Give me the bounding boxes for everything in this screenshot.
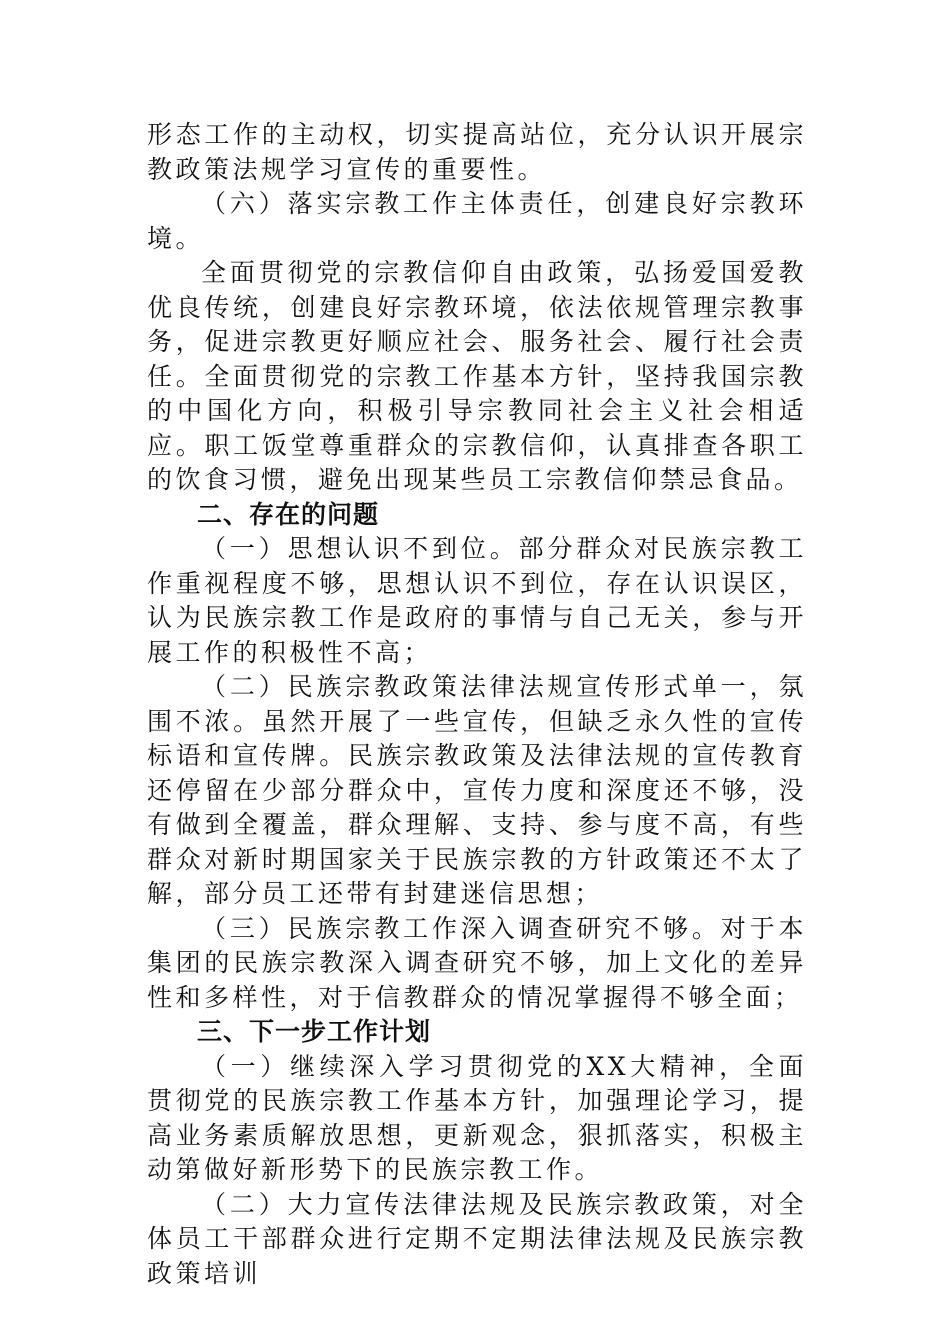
paragraph: （一）思想认识不到位。部分群众对民族宗教工作重视程度不够，思想认识不到位，存在认识误区，认为民族宗教工作是政府的事情与自己无关，参与开展工作的积极性不高； [147,534,807,667]
paragraph: （一）继续深入学习贯彻党的XX大精神，全面贯彻党的民族宗教工作基本方针，加强理论学习，提高业务素质解放思想，更新观念，狠抓落实，积极主动第做好新形势下的民族宗教工作。 [147,1051,807,1184]
paragraph: 全面贯彻党的宗教信仰自由政策，弘扬爱国爱教优良传统，创建良好宗教环境，依法依规管理宗教事务，促进宗教更好顺应社会、服务社会、履行社会责任。全面贯彻党的宗教工作基本方针，坚持我国宗教的中国化方向，积极引导宗教同社会主义社会相适应。职工饭堂尊重群众的宗教信仰，认真排查各职工的饮食习惯，避免出现某些员工宗教信仰禁忌食品。 [147,258,807,494]
paragraph: （三）民族宗教工作深入调查研究不够。对于本集团的民族宗教深入调查研究不够，加上文化的差异性和多样性，对于信教群众的情况掌握得不够全面； [147,913,807,1012]
section-heading: 三、下一步工作计划 [197,1017,432,1046]
paragraph: （二）民族宗教政策法律法规宣传形式单一，氛围不浓。虽然开展了一些宣传，但缺乏永久性的宣传标语和宣传牌。民族宗教政策及法律法规的宣传教育还停留在少部分群众中，宣传力度和深度还不够，没有做到全覆盖，群众理解、支持、参与度不高，有些群众对新时期国家关于民族宗教的方针政策还不太了解，部分员工还带有封建迷信思想； [147,672,807,908]
paragraph: （六）落实宗教工作主体责任，创建良好宗教环境。 [147,189,807,253]
section-heading: 二、存在的问题 [197,499,380,529]
paragraph: （二）大力宣传法律法规及民族宗教政策，对全体员工干部群众进行定期不定期法律法规及民族宗教政策培训 [147,1189,807,1288]
paragraph: 形态工作的主动权，切实提高站位，充分认识开展宗教政策法规学习宣传的重要性。 [147,120,807,184]
document-body [147,118,807,1291]
